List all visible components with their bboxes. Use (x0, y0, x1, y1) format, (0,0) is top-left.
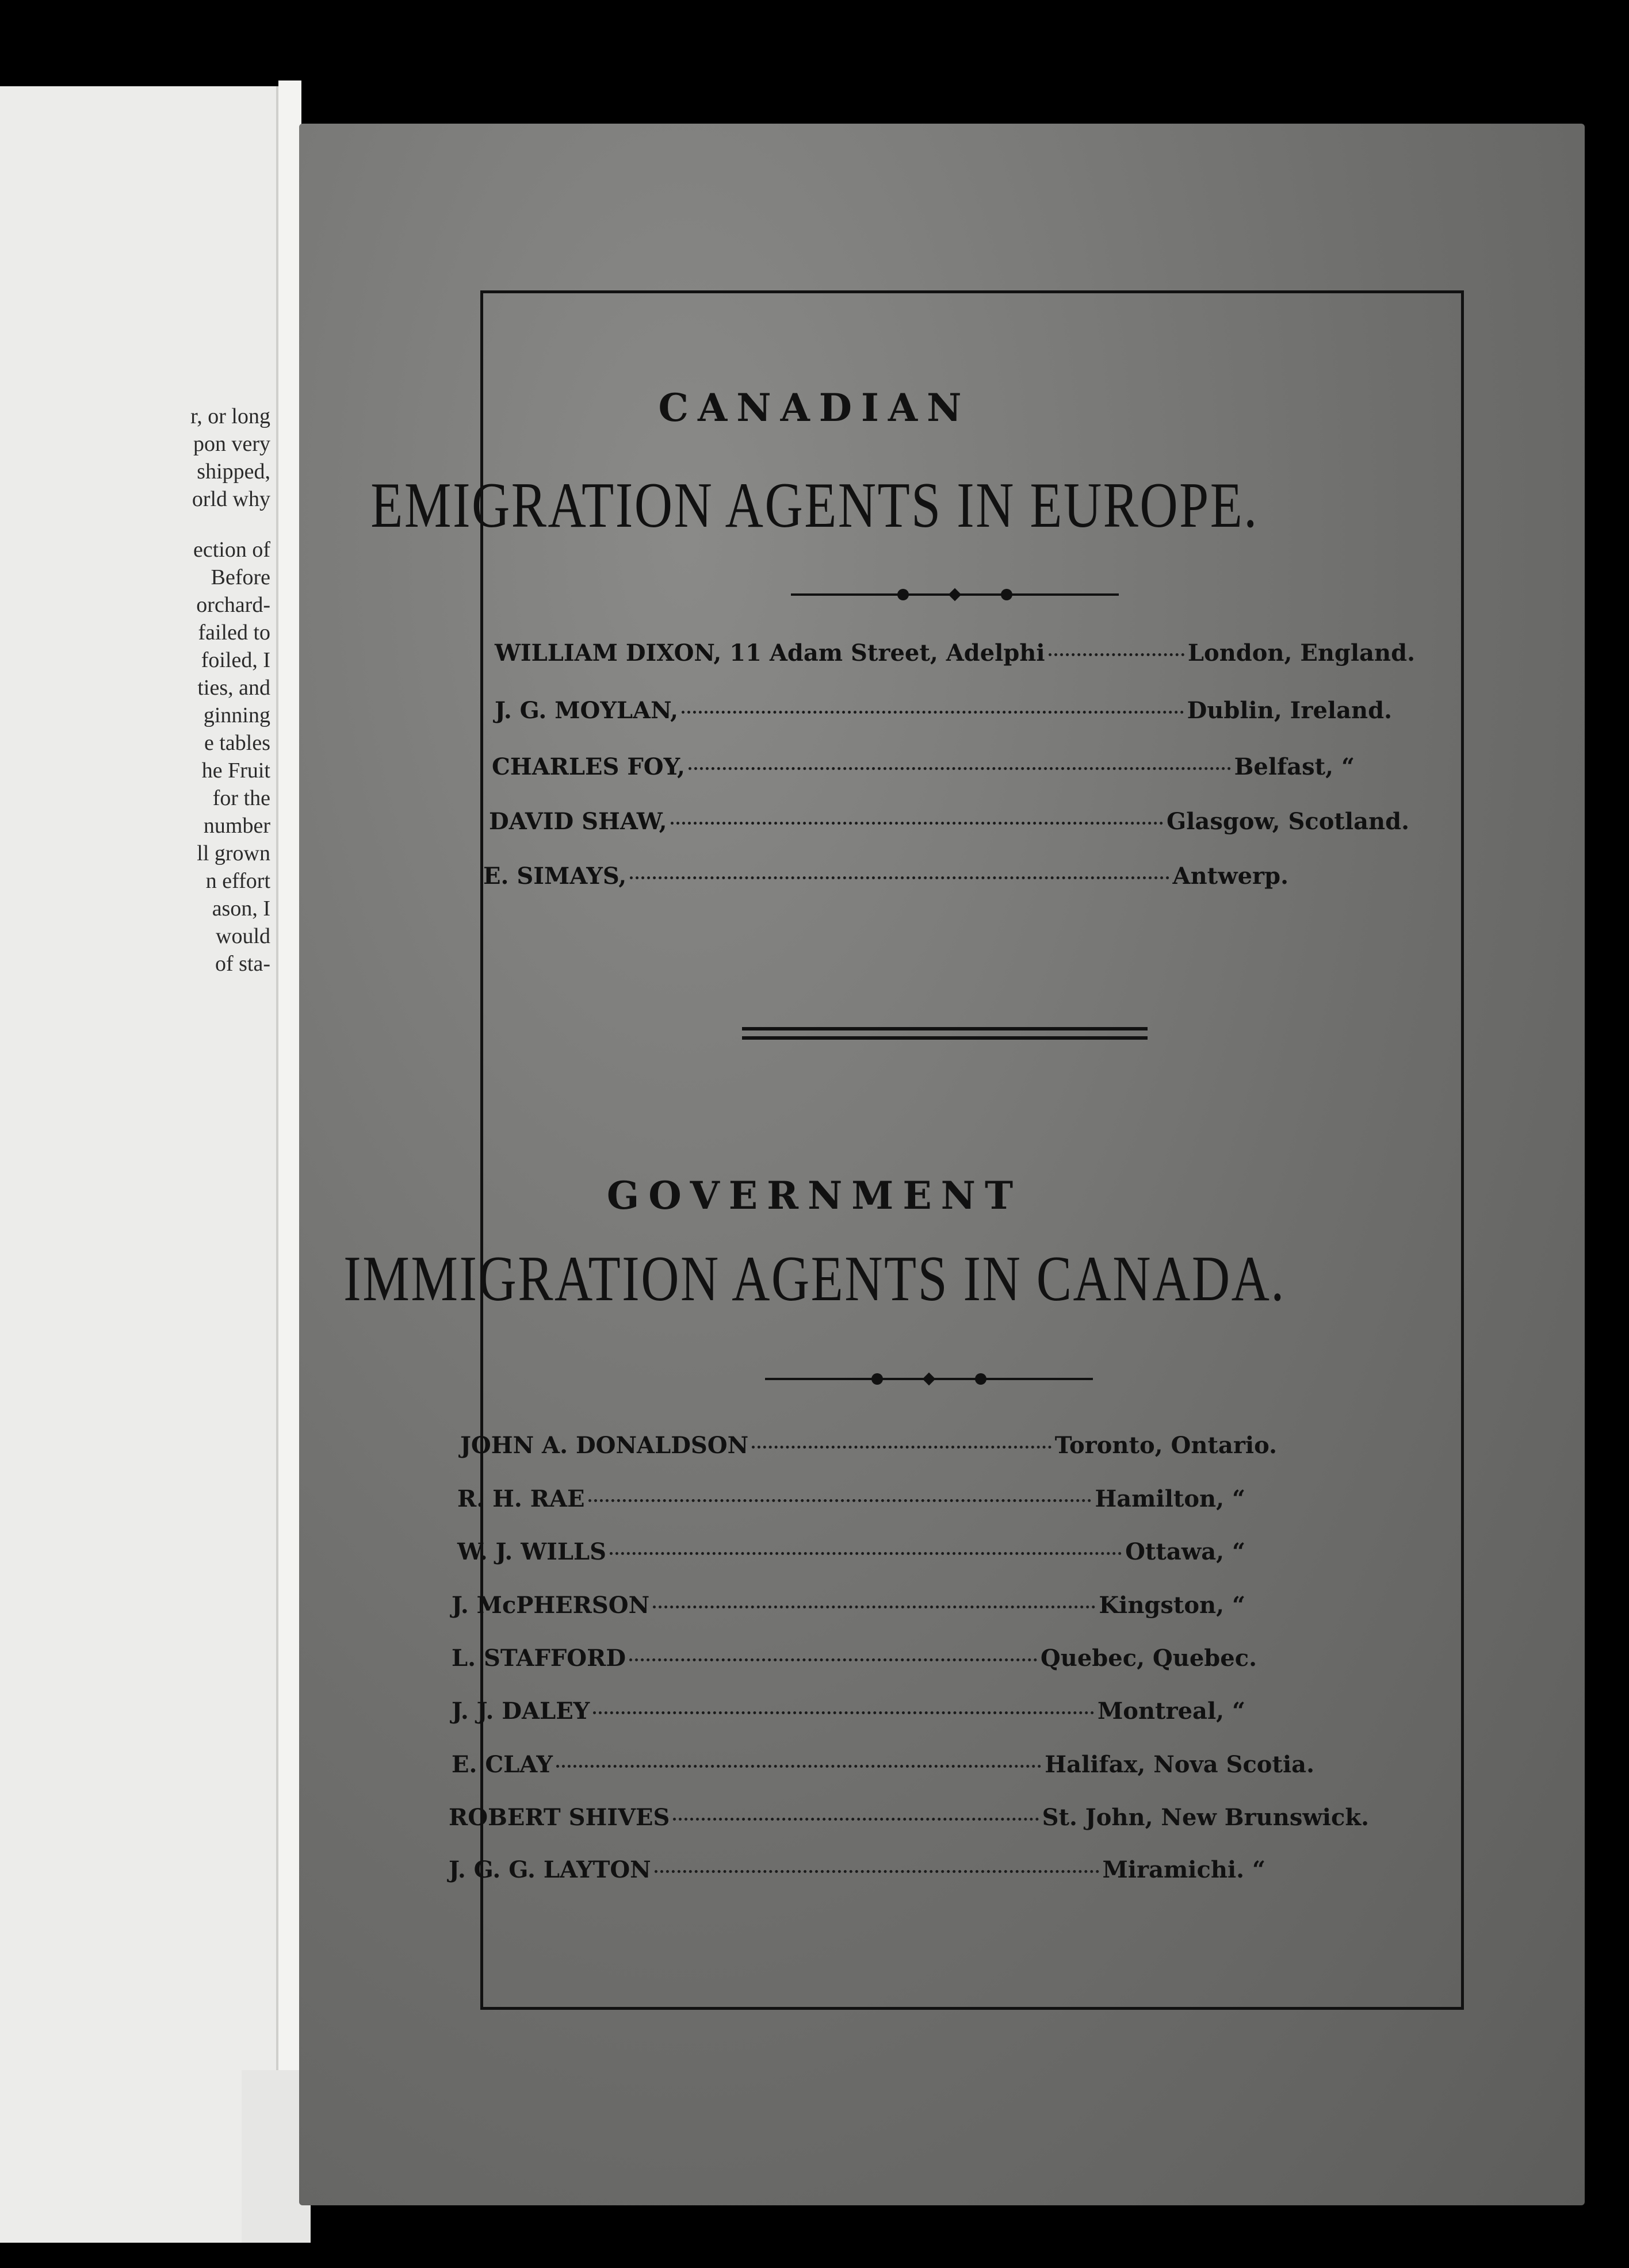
dot-leader (682, 711, 1184, 714)
left-text-line: he Fruit (201, 758, 270, 783)
dot-leader (610, 1552, 1122, 1555)
canada-title: IMMIGRATION AGENTS IN CANADA. (343, 1243, 1286, 1315)
agent-place: Dublin, Ireland. (1187, 697, 1392, 724)
ornament-divider (791, 589, 1119, 600)
ornament-dot (871, 1373, 883, 1385)
agent-row (483, 863, 1288, 890)
dot-leader (673, 1818, 1038, 1821)
agent-place: London, England. (1187, 639, 1415, 666)
ornament-dot (975, 1373, 986, 1385)
ornament-diamond (923, 1373, 936, 1386)
agent-place: Montreal, “ (1097, 1698, 1245, 1725)
left-text-line: r, or long (190, 404, 270, 428)
agent-row (452, 1698, 1245, 1725)
agent-row (452, 1751, 1314, 1778)
agent-row (449, 1804, 1369, 1831)
dot-leader (1049, 653, 1184, 656)
left-text-line: ginning (203, 703, 270, 727)
left-text-line: for the (212, 786, 270, 810)
dot-leader (689, 767, 1231, 770)
agent-row (452, 1592, 1245, 1619)
agent-name: CHARLES FOY, (492, 753, 685, 780)
agent-place: Belfast, “ (1234, 753, 1355, 780)
left-text-line: pon very (193, 432, 270, 456)
agent-name: W. J. WILLS (457, 1538, 606, 1565)
agent-row (457, 1485, 1245, 1512)
agent-name: DAVID SHAW, (489, 808, 667, 835)
left-text-line: orld why (192, 487, 270, 511)
agent-place: Quebec, Quebec. (1040, 1645, 1257, 1672)
agent-row (460, 1432, 1277, 1459)
dot-leader (655, 1870, 1099, 1873)
agent-row (495, 697, 1392, 724)
left-text-line: failed to (198, 620, 270, 645)
ornament-dot (897, 589, 909, 600)
agent-name: J. J. DALEY (452, 1698, 590, 1725)
agent-name: R. H. RAE (457, 1485, 585, 1512)
left-text-line: foiled, I (201, 648, 270, 672)
dot-leader (588, 1499, 1092, 1502)
dot-leader (653, 1606, 1095, 1608)
left-text-line: ection of (193, 538, 270, 562)
section-double-rule (742, 1027, 1148, 1040)
agent-place: Antwerp. (1172, 863, 1288, 890)
agent-name: E. CLAY (452, 1751, 553, 1778)
agent-place: Toronto, Ontario. (1054, 1432, 1277, 1459)
agent-place: Kingston, “ (1099, 1592, 1245, 1619)
agent-name: JOHN A. DONALDSON (460, 1432, 749, 1459)
agent-name: E. SIMAYS, (483, 863, 627, 890)
left-text-line: n effort (205, 869, 270, 893)
europe-kicker: CANADIAN (658, 385, 971, 430)
europe-title: EMIGRATION AGENTS IN EUROPE. (370, 470, 1259, 541)
ornament-diamond (949, 588, 962, 602)
agent-row (492, 753, 1355, 780)
dot-leader (593, 1711, 1094, 1714)
dot-leader (629, 1658, 1037, 1661)
agent-row (452, 1645, 1257, 1672)
agent-row (489, 808, 1409, 835)
dot-leader (556, 1765, 1041, 1768)
dot-leader (630, 876, 1169, 879)
canada-kicker: GOVERNMENT (606, 1173, 1023, 1218)
agent-place: Hamilton, “ (1095, 1485, 1245, 1512)
left-text-line: e tables (204, 731, 270, 755)
agent-place: Ottawa, “ (1125, 1538, 1245, 1565)
left-text-line: shipped, (197, 459, 270, 484)
agent-place: Halifax, Nova Scotia. (1045, 1751, 1314, 1778)
left-text-line: would (216, 924, 270, 948)
left-text-line: orchard- (196, 593, 270, 617)
agent-row (457, 1538, 1245, 1565)
agent-place: Miramichi. “ (1102, 1856, 1265, 1883)
left-text-line: Before (211, 565, 270, 589)
left-text-line: ason, I (212, 897, 270, 921)
left-text-line: number (203, 814, 270, 838)
left-text-line: of sta- (215, 952, 270, 976)
agent-name: ROBERT SHIVES (449, 1804, 670, 1831)
ornament-divider (765, 1373, 1093, 1385)
agent-name: J. G. G. LAYTON (449, 1856, 651, 1883)
dot-leader (671, 822, 1164, 825)
agent-name: L. STAFFORD (452, 1645, 626, 1672)
agent-row (449, 1856, 1265, 1883)
agent-name: J. G. MOYLAN, (495, 697, 679, 724)
agent-row (495, 639, 1415, 666)
agent-name: J. McPHERSON (452, 1592, 650, 1619)
agent-place: Glasgow, Scotland. (1167, 808, 1409, 835)
left-text-line: ties, and (197, 676, 270, 700)
left-text-line: ll grown (197, 841, 270, 865)
agent-name: WILLIAM DIXON, 11 Adam Street, Adelphi (495, 639, 1045, 666)
ornament-dot (1001, 589, 1012, 600)
agent-place: St. John, New Brunswick. (1042, 1804, 1369, 1831)
dot-leader (752, 1446, 1051, 1449)
